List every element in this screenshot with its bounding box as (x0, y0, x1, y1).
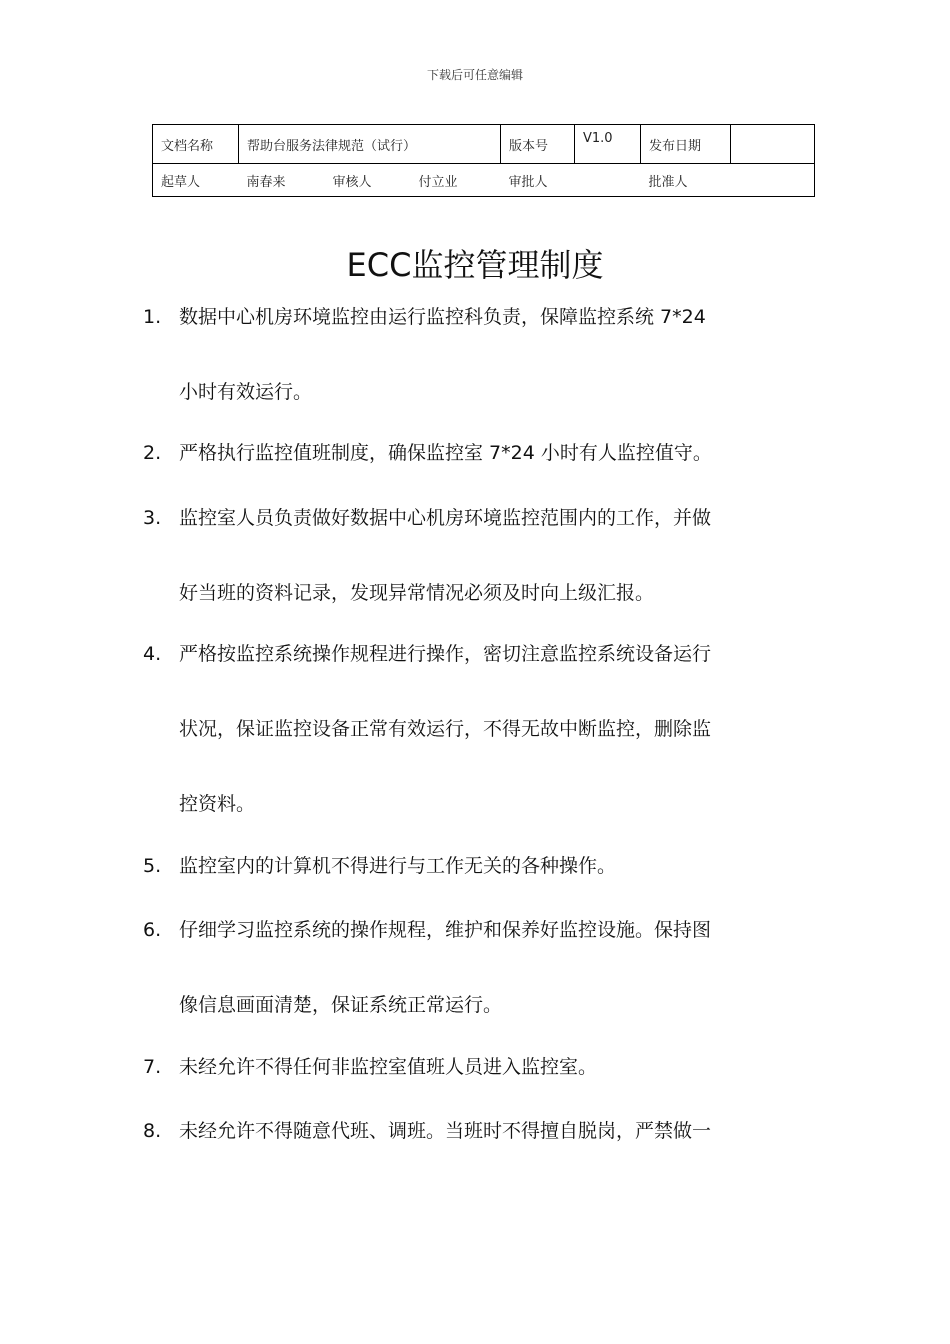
ratifier-label: 批准人 (641, 164, 731, 197)
doc-name-value: 帮助台服务法律规范（试行） (239, 125, 501, 164)
list-item-line: 未经允许不得随意代班、调班。当班时不得擅自脱岗，严禁做一 (179, 1120, 712, 1142)
release-date-value (731, 125, 815, 164)
list-item-number: 7. (143, 1056, 162, 1078)
list-item-line: 监控室人员负责做好数据中心机房环境监控范围内的工作，并做 (179, 507, 712, 529)
list-item-number: 1. (143, 306, 162, 328)
reviewer-label: 审核人 (325, 164, 411, 197)
list-item-number: 3. (143, 507, 162, 529)
ratifier-value (731, 164, 815, 197)
version-label: 版本号 (501, 125, 575, 164)
list-item-line: 好当班的资料记录，发现异常情况必须及时向上级汇报。 (179, 582, 655, 604)
drafter-value: 南春来 (239, 164, 325, 197)
drafter-label: 起草人 (153, 164, 239, 197)
list-item-line: 小时有效运行。 (179, 381, 313, 403)
list-item-line: 控资料。 (179, 793, 256, 815)
document-info-table (152, 124, 815, 197)
list-item-line: 状况，保证监控设备正常有效运行，不得无故中断监控，删除监 (179, 718, 712, 740)
list-item-line: 像信息画面清楚，保证系统正常运行。 (179, 994, 503, 1016)
list-item-line: 严格按监控系统操作规程进行操作，密切注意监控系统设备运行 (179, 643, 712, 665)
version-value: V1.0 (575, 125, 641, 164)
list-item-line: 严格执行监控值班制度，确保监控室 7*24 小时有人监控值守。 (179, 442, 712, 464)
list-item-line: 数据中心机房环境监控由运行监控科负责，保障监控系统 7*24 (179, 306, 706, 328)
header-note: 下载后可任意编辑 (426, 68, 523, 82)
list-item-line: 仔细学习监控系统的操作规程，维护和保养好监控设施。保持图 (179, 919, 712, 941)
list-item-number: 5. (143, 855, 162, 877)
approver-label: 审批人 (501, 164, 575, 197)
list-item-number: 2. (143, 442, 162, 464)
page-title: ECC监控管理制度 (346, 246, 604, 284)
list-item-number: 6. (143, 919, 162, 941)
list-item-line: 未经允许不得任何非监控室值班人员进入监控室。 (179, 1056, 598, 1078)
reviewer-value: 付立业 (411, 164, 501, 197)
approver-value (575, 164, 641, 197)
list-item-number: 8. (143, 1120, 162, 1142)
doc-name-label: 文档名称 (153, 125, 239, 164)
info-row-1 (153, 125, 815, 164)
info-row-2 (153, 164, 815, 197)
release-date-label: 发布日期 (641, 125, 731, 164)
list-item-line: 监控室内的计算机不得进行与工作无关的各种操作。 (179, 855, 617, 877)
list-item-number: 4. (143, 643, 162, 665)
